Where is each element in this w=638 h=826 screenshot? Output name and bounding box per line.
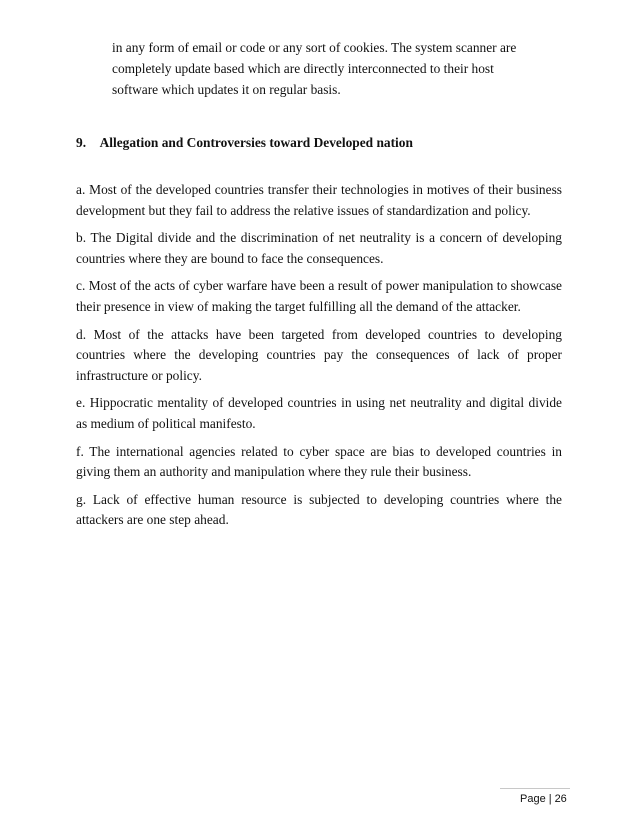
footer-divider [500, 788, 570, 789]
page-separator: | [548, 793, 552, 805]
list-item-e: e. Hippocratic mentality of developed countries in using net neutrality and digital divide as medium of political manifesto. [76, 395, 562, 431]
page-footer [500, 788, 570, 810]
list-item-c: c. Most of the acts of cyber warfare have been a result of power manipulation to showcase their presence in view of making the target fulfilling all the demand of the attacker. [76, 278, 562, 314]
list-item-f: f. The international agencies related to cyber space are bias to developed countries in giving them an authority and manipulation where they rule their business. [76, 443, 562, 480]
page-label: Page [520, 793, 546, 805]
section-title: Allegation and Controversies toward Developed nation [99, 135, 413, 150]
section-number: 9. [76, 135, 87, 150]
allegation-list [76, 180, 562, 538]
list-item-g: g. Lack of effective human resource is subjected to developing countries where the attackers are one step ahead. [76, 491, 562, 528]
intro-paragraph: in any form of email or code or any sort of cookies. The system scanner are completely update based which are directly interconnected to their host software which updates it on regular basis. [112, 40, 517, 97]
list-item-b: b. The Digital divide and the discrimination of net neutrality is a concern of developing countries where they are bound to face the consequences. [76, 230, 562, 266]
section-heading [76, 133, 566, 153]
page-number: 26 [554, 793, 567, 805]
list-item-a: a. Most of the developed countries transfer their technologies in motives of their business development but they fail to address the relative issues of standardization and policy. [76, 182, 562, 218]
list-item-d: d. Most of the attacks have been targeted from developed countries to developing countries where the developing countries pay the consequences of lack of proper infrastructure or policy. [76, 326, 562, 383]
page-number-label [520, 793, 567, 805]
